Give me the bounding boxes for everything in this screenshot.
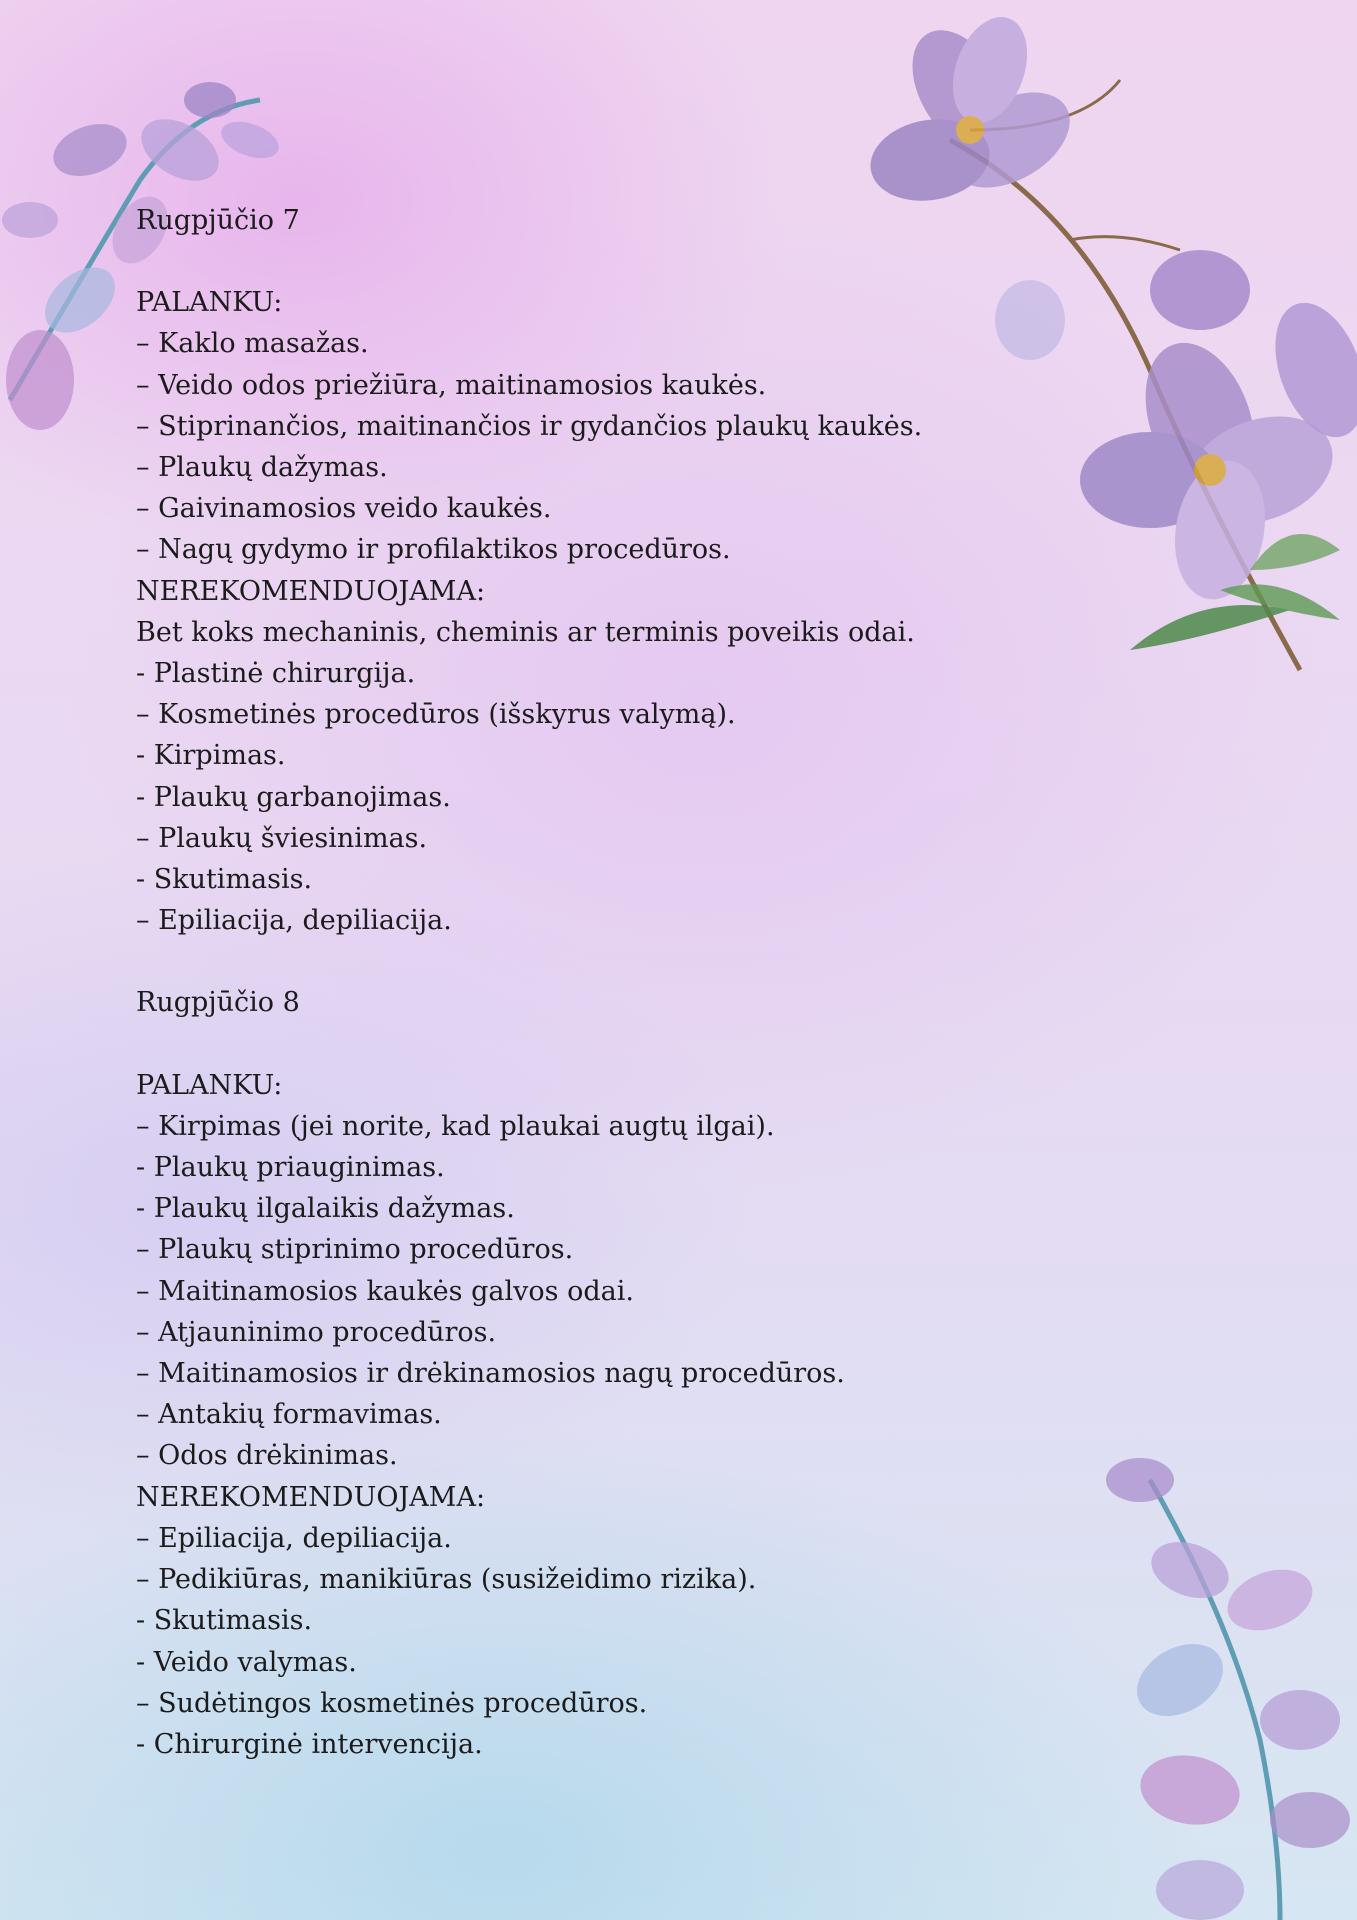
list-item: – Gaivinamosios veido kaukės.: [136, 493, 552, 525]
list-item: – Kaklo masažas.: [136, 328, 369, 360]
list-item: - Plastinė chirurgija.: [136, 658, 416, 690]
floral-branch-bottom-right-illustration: [1080, 1420, 1357, 1920]
list-item: – Epiliacija, depiliacija.: [136, 905, 452, 937]
list-item: – Veido odos priežiūra, maitinamosios kaukės.: [136, 369, 767, 401]
list-item: – Pedikiūras, manikiūras (susižeidimo rizika).: [136, 1564, 757, 1596]
section-1-not-recommended-heading: NEREKOMENDUOJAMA:: [136, 575, 486, 607]
section-2-date: Rugpjūčio 8: [136, 987, 300, 1019]
list-item: - Veido valymas.: [136, 1646, 357, 1678]
list-item: – Kosmetinės procedūros (išskyrus valymą).: [136, 699, 736, 731]
blank-line: [136, 941, 1036, 982]
section-2-favorable-heading: PALANKU:: [136, 1069, 283, 1101]
list-item: - Chirurginė intervencija.: [136, 1728, 483, 1760]
list-item: – Odos drėkinimas.: [136, 1440, 398, 1472]
list-item: - Kirpimas.: [136, 740, 286, 772]
list-item: – Sudėtingos kosmetinės procedūros.: [136, 1687, 648, 1719]
section-1-date: Rugpjūčio 7: [136, 205, 300, 236]
list-item: - Plaukų ilgalaikis dažymas.: [136, 1193, 515, 1225]
list-item: – Plaukų dažymas.: [136, 452, 388, 484]
section-1-not-recommended-intro: Bet koks mechaninis, cheminis ar terminis poveikis odai.: [136, 616, 915, 648]
list-item: – Epiliacija, depiliacija.: [136, 1522, 452, 1554]
list-item: – Stiprinančios, maitinančios ir gydančios plaukų kaukės.: [136, 410, 923, 442]
blank-line: [136, 1024, 1036, 1065]
list-item: – Plaukų stiprinimo procedūros.: [136, 1234, 574, 1266]
list-item: - Plaukų garbanojimas.: [136, 781, 451, 813]
horoscope-text: [136, 200, 1036, 1765]
section-2-not-recommended-heading: NEREKOMENDUOJAMA:: [136, 1481, 486, 1513]
list-item: - Skutimasis.: [136, 1605, 313, 1637]
list-item: – Atjauninimo procedūros.: [136, 1316, 497, 1348]
section-1-favorable-heading: PALANKU:: [136, 287, 283, 319]
list-item: - Skutimasis.: [136, 864, 313, 896]
blank-line: [136, 241, 1036, 282]
list-item: – Maitinamosios kaukės galvos odai.: [136, 1275, 634, 1307]
list-item: – Nagų gydymo ir profilaktikos procedūros.: [136, 534, 731, 566]
list-item: – Kirpimas (jei norite, kad plaukai augtų ilgai).: [136, 1110, 775, 1142]
list-item: – Antakių formavimas.: [136, 1399, 442, 1431]
list-item: - Plaukų priauginimas.: [136, 1152, 445, 1184]
list-item: – Maitinamosios ir drėkinamosios nagų procedūros.: [136, 1358, 845, 1390]
list-item: – Plaukų šviesinimas.: [136, 822, 428, 854]
